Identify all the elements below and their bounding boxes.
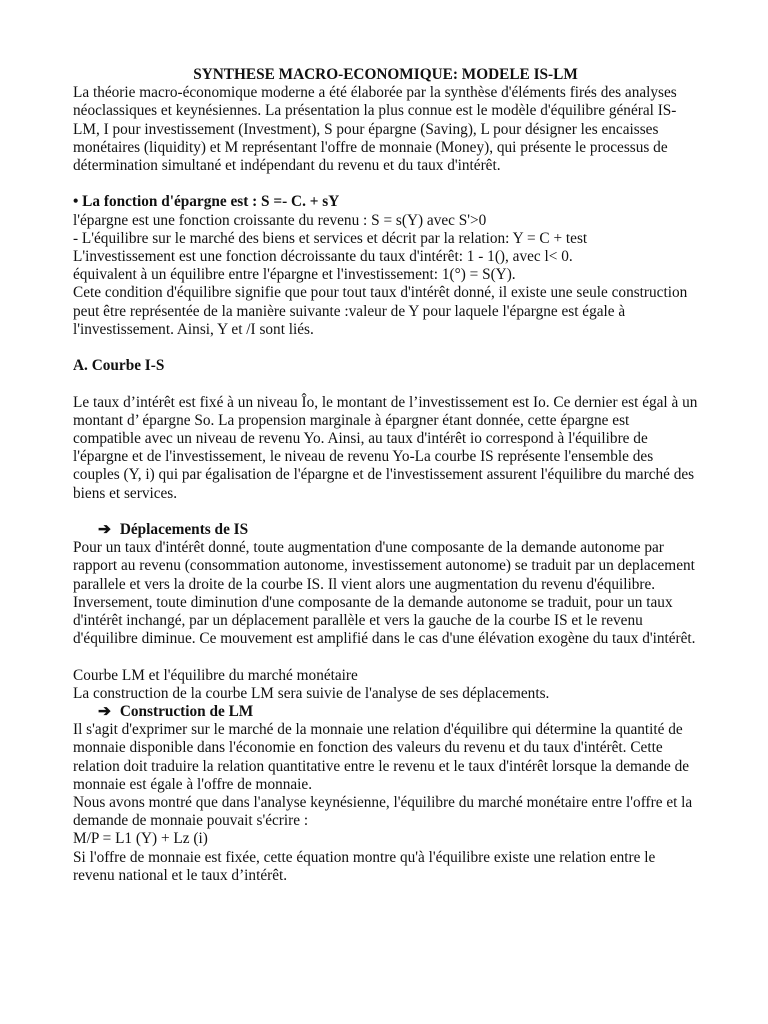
spacer [73, 375, 698, 393]
deplacements-heading [73, 521, 698, 539]
courbe-is-heading: A. Courbe I-S [73, 357, 165, 375]
construction-heading-text: Construction de LM [119, 703, 254, 721]
courbe-lm-line: Courbe LM et l'équilibre du marché monétaire [73, 666, 358, 684]
construction-paragraph: Si l'offre de monnaie est fixée, cette équation montre qu'à l'équilibre existe une relation entre le revenu national et le taux d’intérêt. [73, 848, 656, 884]
epargne-line: - L'équilibre sur le marché des biens et services et décrit par la relation: Y = C + test [73, 229, 588, 247]
epargne-line: L'investissement est une fonction décroissante du taux d'intérêt: 1 - 1(), avec l< 0. [73, 248, 573, 266]
courbe-is-paragraph: Le taux d’intérêt est fixé à un niveau Îo, le montant de l’investissement est Io. Ce dernier est égal à un montant d’ épargne So. La propension marginale à épargner étant donnée, cette épargne est compatible avec un niveau de revenu Yo. Ainsi, au taux d'intérêt io correspond à l'équilibre de l'épargne et de l'investissement, le niveau de revenu Yo-La courbe IS représente l'ensemble des couples (Y, i) qui par égalisation de l'épargne et de l'investissement assurent l'équilibre du marché des biens et services. [73, 393, 698, 502]
arrow-right-icon: ➔ [98, 521, 111, 539]
document-title: SYNTHESE MACRO-ECONOMIQUE: MODELE IS-LM [193, 66, 578, 83]
construction-paragraph: Il s'agit d'exprimer sur le marché de la monnaie une relation d'équilibre qui détermine la quantité de monnaie disponible dans l'économie en fonction des valeurs du revenu et du taux d'intérêt. Cette relation doit traduire la relation quantitative entre le revenu et le taux d'intérêt lorsque la demande de monnaie est égale à l'offre de monnaie. [73, 721, 690, 793]
construction-paragraph: Nous avons montré que dans l'analyse keynésienne, l'équilibre du marché monétaire entre l'offre et la demande de monnaie pouvait s'écrire : [73, 794, 693, 830]
courbe-lm-line: La construction de la courbe LM sera suivie de l'analyse de ses déplacements. [73, 684, 550, 702]
spacer [73, 339, 698, 357]
deplacements-heading-text: Déplacements de IS [119, 521, 249, 539]
epargne-line: équivalent à un équilibre entre l'épargne et l'investissement: 1(°) = S(Y). [73, 266, 516, 284]
spacer [73, 503, 698, 521]
arrow-right-icon: ➔ [98, 703, 111, 721]
construction-heading [73, 703, 698, 721]
spacer [73, 175, 698, 193]
equation: M/P = L1 (Y) + Lz (i) [73, 830, 208, 848]
epargne-heading: • La fonction d'épargne est : S =- C. + sY [73, 193, 340, 211]
intro-paragraph: La théorie macro-économique moderne a été élaborée par la synthèse d'éléments firés des analyses néoclassiques et keynésiennes. La présentation la plus connue est le modèle d'équilibre général IS-LM, I pour investissement (Investment), S pour épargne (Saving), L pour désigner les encaisses monétaires (liquidity) et M représentant l'offre de monnaie (Money), qui présente le processus de détermination simultané et indépendant du revenu et du taux d'intérêt. [73, 84, 677, 175]
epargne-line: l'épargne est une fonction croissante du revenu : S = s(Y) avec S'>0 [73, 211, 487, 229]
epargne-line: Cete condition d'équilibre signifie que pour tout taux d'intérêt donné, il existe une seule construction peut être représentée de la manière suivante :valeur de Y pour laquele l'épargne est égale à l'investissement. Ainsi, Y et /I sont liés. [73, 284, 688, 338]
deplacements-paragraph: Pour un taux d'intérêt donné, toute augmentation d'une composante de la demande autonome par rapport au revenu (consommation autonome, investissement autonome) se traduit par un deplacement parallele et vers la droite de la courbe IS. Il vient alors une augmentation du revenu d'équilibre. Inversement, toute diminution d'une composante de la demande autonome se traduit, pour un taux d'intérêt inchangé, par un déplacement parallèle et vers la gauche de la courbe IS et le revenu d'équilibre diminue. Ce mouvement est amplifié dans le cas d'une élévation exogène du taux d'intérêt. [73, 539, 696, 648]
spacer [73, 648, 698, 666]
